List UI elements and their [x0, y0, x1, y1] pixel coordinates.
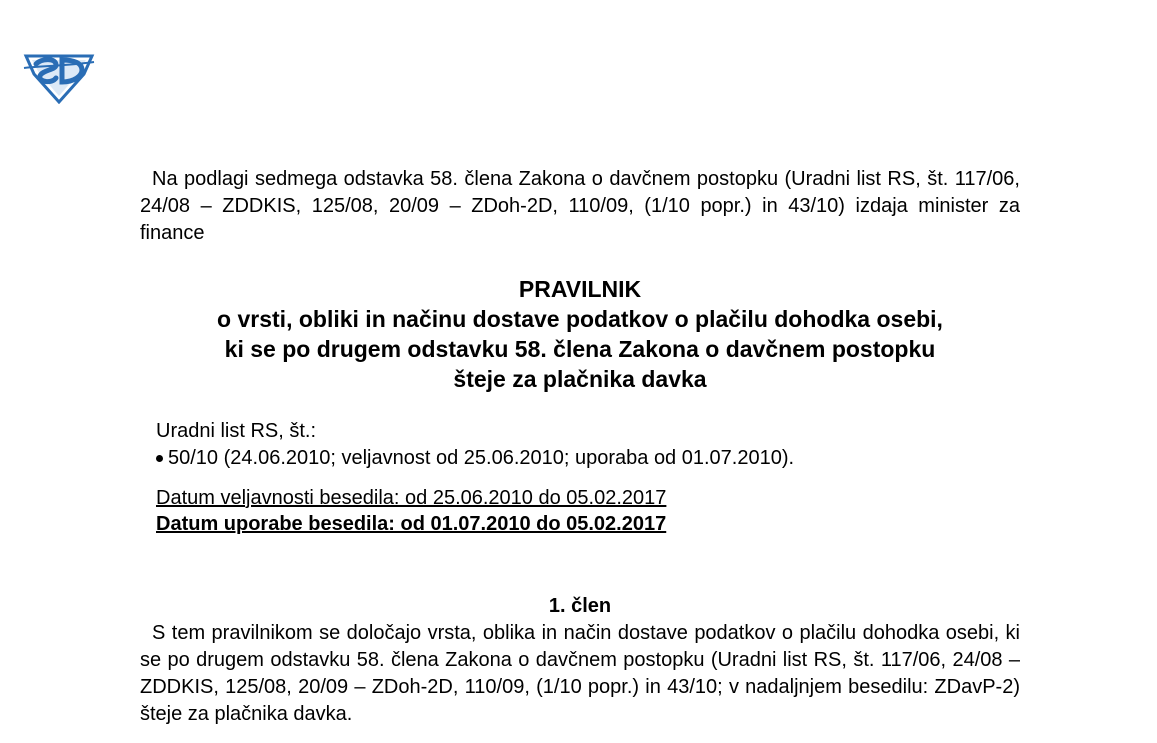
bullet-icon [156, 455, 163, 462]
document-page [140, 166, 1020, 728]
gazette-item-text: 50/10 (24.06.2010; veljavnost od 25.06.2010; uporaba od 01.07.2010). [168, 447, 795, 469]
gazette-list [156, 445, 1020, 472]
validity-date: Datum veljavnosti besedila: od 25.06.2010 do 05.02.2017 [156, 487, 667, 509]
gazette-label: Uradni list RS, št.: [156, 420, 317, 442]
sd-logo [22, 48, 96, 104]
gazette-list-item [156, 445, 1020, 472]
title-line-2: o vrsti, obliki in načinu dostave podatkov o plačilu dohodka osebi, [217, 306, 943, 332]
use-date: Datum uporabe besedila: od 01.07.2010 do 05.02.2017 [156, 513, 667, 535]
article-1-heading: 1. člen [548, 595, 612, 617]
article-1-text: S tem pravilnikom se določajo vrsta, oblika in način dostave podatkov o plačilu dohodka osebi, ki se po drugem odstavku 58. člena Zakona o davčnem postopku (Uradni list RS, št. 117/06, 24/08 – ZDDKIS, 125/08, 20/09 – ZDoh-2D, 110/09, (1/10 popr.) in 43/10; v nadaljnjem besedilu: ZDavP-2) šteje za plačnika davka. [140, 622, 1020, 725]
document-title [140, 274, 1020, 394]
validity-dates [140, 485, 1020, 537]
gazette-reference [140, 418, 1020, 472]
title-line-3: ki se po drugem odstavku 58. člena Zakona o davčnem postopku [224, 336, 936, 362]
sd-shield-logo-icon [22, 48, 96, 104]
title-line-1: PRAVILNIK [518, 276, 642, 302]
title-line-4: šteje za plačnika davka [453, 366, 707, 392]
intro-paragraph: Na podlagi sedmega odstavka 58. člena Zakona o davčnem postopku (Uradni list RS, št. 117/06, 24/08 – ZDDKIS, 125/08, 20/09 – ZDoh-2D, 110/09, (1/10 popr.) in 43/10) izdaja minister za finance [140, 168, 1020, 244]
